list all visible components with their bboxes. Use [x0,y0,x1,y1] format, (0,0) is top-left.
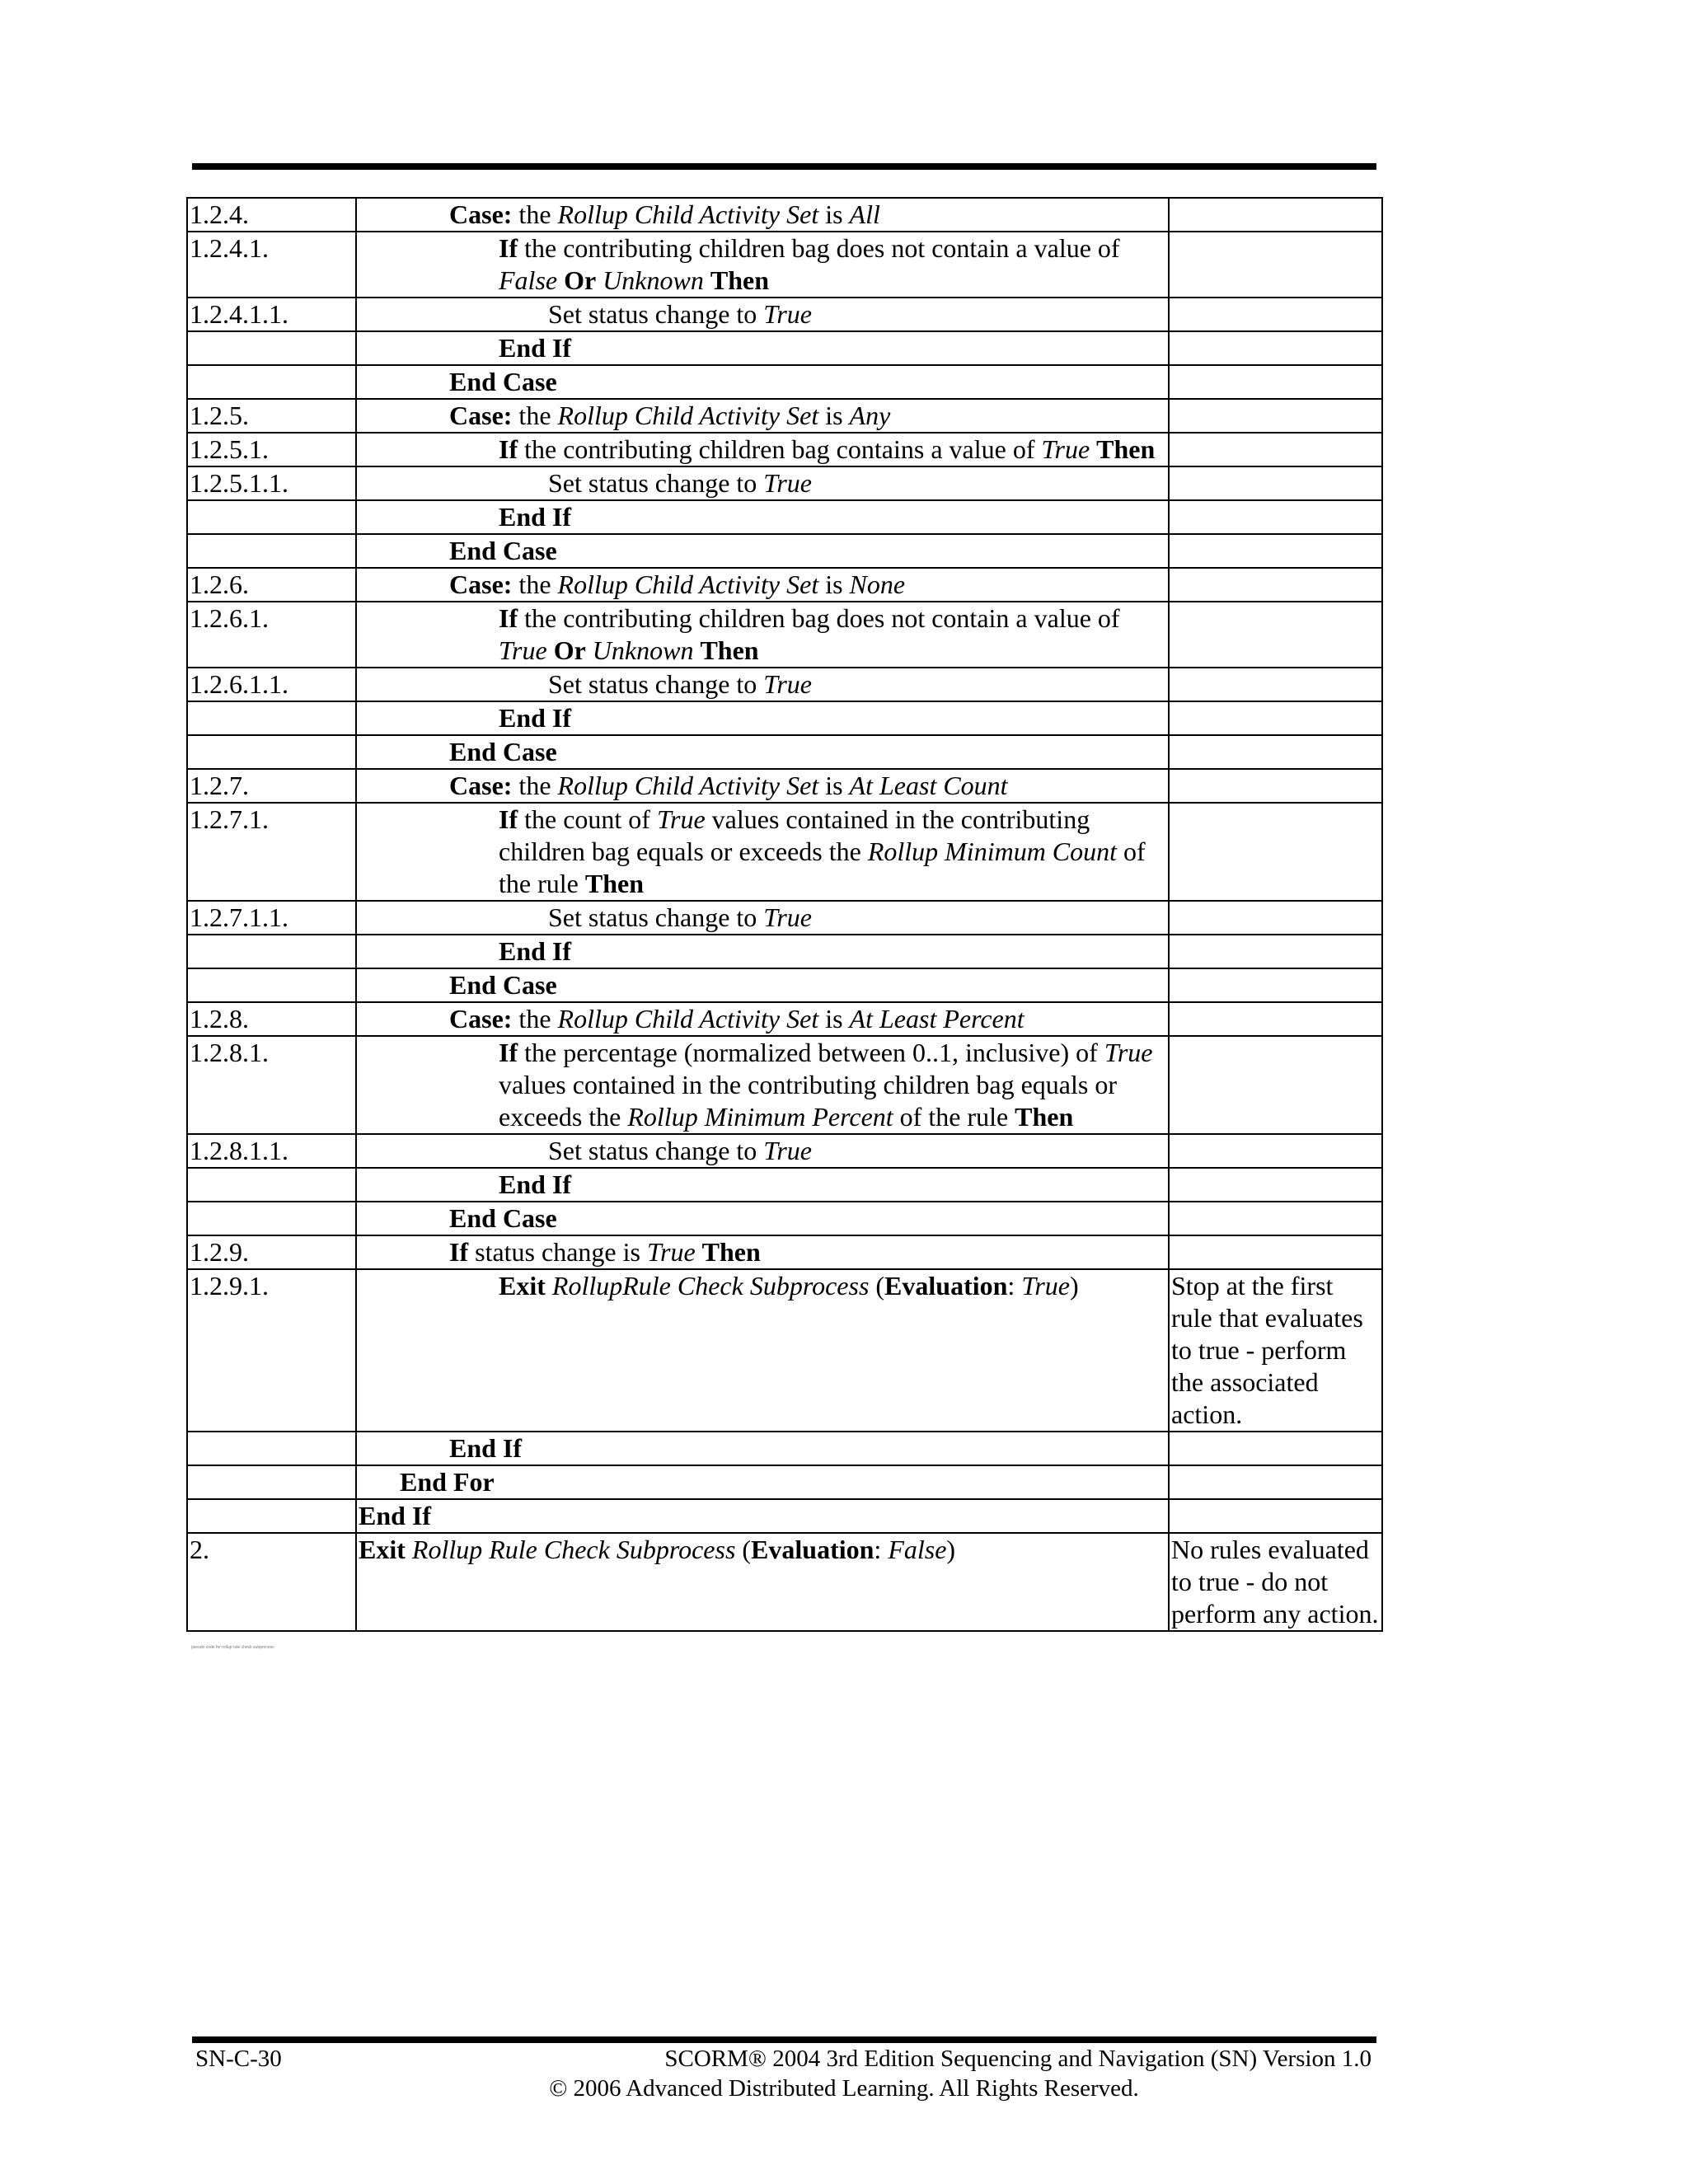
pseudo-code-line [356,1465,1169,1499]
step-note [1169,1499,1382,1533]
footer-rule [192,2036,1376,2043]
keyword: End For [400,1467,495,1497]
pseudo-code-line [356,534,1169,568]
table-row [187,198,1382,232]
table-row [187,466,1382,500]
step-number: 2. [187,1533,356,1631]
code-text [406,1535,412,1564]
pseudo-code-text [359,935,1166,968]
step-note [1169,1036,1382,1134]
term: Rollup Rule Check Subprocess [411,1535,736,1564]
table-row [187,901,1382,935]
step-number: 1.2.5. [187,399,356,433]
code-text: of the rule [893,1102,1015,1132]
pseudo-code-text [359,1500,1166,1532]
table-row [187,1269,1382,1432]
keyword: Then [710,265,769,295]
pseudo-code-line [356,1134,1169,1168]
code-text: the [512,569,558,599]
table-row [187,1134,1382,1168]
code-text: of the rule [499,837,1146,898]
step-note [1169,1002,1382,1036]
step-note [1169,534,1382,568]
keyword: Case: [449,199,513,229]
pseudo-code-line [356,568,1169,602]
term: Rollup Minimum Count [867,837,1118,866]
pseudo-code-line [356,1269,1169,1432]
table-row [187,1432,1382,1465]
code-text: is [818,569,850,599]
step-number: 1.2.4.1.1. [187,298,356,331]
step-number: 1.2.9. [187,1235,356,1269]
pseudo-code-line [356,365,1169,399]
step-note [1169,365,1382,399]
keyword: End If [499,333,572,363]
table-row [187,1168,1382,1202]
keyword: Or [553,635,586,665]
table-row [187,735,1382,769]
term: True [1041,434,1090,464]
term: True [763,1136,812,1165]
code-text: is [818,771,850,800]
pseudo-code-line [356,500,1169,534]
code-text: Set status change to [548,1136,764,1165]
term: True [763,468,812,498]
code-text: ( [869,1271,885,1301]
step-note [1169,668,1382,701]
term: Rollup Child Activity Set [557,1004,819,1033]
term: True [763,902,812,932]
keyword: Case: [449,771,513,800]
pseudo-code-text [359,1534,1166,1566]
keyword: If [499,603,518,633]
term: False [499,265,558,295]
pseudo-code-line [356,1202,1169,1235]
code-text: the percentage (normalized between 0..1, inclusive) of [518,1038,1104,1067]
step-number: 1.2.8.1.1. [187,1134,356,1168]
pseudo-code-line [356,935,1169,968]
step-number: 1.2.7.1. [187,803,356,901]
code-text [586,635,593,665]
keyword: End Case [449,536,557,565]
step-note [1169,935,1382,968]
step-note [1169,198,1382,232]
pseudo-code-text [359,770,1166,802]
table-row [187,568,1382,602]
step-note [1169,399,1382,433]
pseudo-code-text [359,434,1166,466]
term: True [499,635,547,665]
table-row [187,399,1382,433]
step-number [187,1432,356,1465]
pseudo-code-text [359,400,1166,432]
pseudo-code-line [356,901,1169,935]
keyword: Then [700,635,759,665]
keyword: End If [499,1169,572,1199]
pseudo-code-text [359,501,1166,533]
pseudo-code-text [359,902,1166,934]
table-row [187,602,1382,668]
keyword: End If [449,1433,523,1463]
pseudo-code-text [359,1270,1166,1302]
step-number: 1.2.6.1.1. [187,668,356,701]
code-text: Set status change to [548,669,764,699]
keyword: Then [701,1237,761,1267]
pseudo-code-line [356,433,1169,466]
step-note [1169,466,1382,500]
keyword: Exit [359,1535,406,1564]
step-number: 1.2.7.1.1. [187,901,356,935]
keyword: Then [1096,434,1156,464]
pseudo-code-line [356,668,1169,701]
step-note [1169,1432,1382,1465]
step-number: 1.2.5.1.1. [187,466,356,500]
pseudo-code-text [359,298,1166,330]
keyword: Then [1015,1102,1074,1132]
pseudo-code-text [359,569,1166,601]
pseudo-code-line [356,1533,1169,1631]
code-text: the [512,771,558,800]
table-row [187,232,1382,298]
keyword: Case: [449,401,513,430]
step-number [187,500,356,534]
keyword: If [499,1038,518,1067]
step-number: 1.2.8. [187,1002,356,1036]
term: False [888,1535,947,1564]
page-number: SN-C-30 [195,2046,282,2072]
step-note [1169,1134,1382,1168]
pseudo-code-line [356,1432,1169,1465]
keyword: Then [584,869,644,898]
term: Unknown [603,265,704,295]
step-number [187,1465,356,1499]
pseudo-code-line [356,331,1169,365]
pseudo-code-line [356,602,1169,668]
table-row [187,803,1382,901]
step-number [187,534,356,568]
step-note [1169,1465,1382,1499]
pseudo-code-text [359,199,1166,231]
pseudo-code-text [359,736,1166,768]
code-text [546,1271,552,1301]
table-row [187,1465,1382,1499]
step-number: 1.2.8.1. [187,1036,356,1134]
term: True [1104,1038,1153,1067]
code-text [704,265,710,295]
code-text: : [874,1535,889,1564]
table-row [187,534,1382,568]
step-note [1169,1202,1382,1235]
pseudo-code-text [359,366,1166,398]
step-note [1169,701,1382,735]
pseudo-code-text [359,1169,1166,1201]
pseudo-code-line [356,1499,1169,1533]
pseudo-code-line [356,1002,1169,1036]
pseudo-code-text [359,467,1166,499]
pseudo-code-text [359,1135,1166,1167]
pseudo-code-line [356,1036,1169,1134]
step-number [187,968,356,1002]
term: True [646,1237,696,1267]
step-note [1169,331,1382,365]
step-number [187,935,356,968]
term: At Least Percent [849,1004,1025,1033]
keyword: If [449,1237,469,1267]
pseudo-code-line [356,198,1169,232]
table-row [187,701,1382,735]
step-number [187,1499,356,1533]
step-note: Stop at the first rule that evaluates to true - perform the associated action. [1169,1269,1382,1432]
term: True [1021,1271,1070,1301]
step-note [1169,803,1382,901]
pseudo-code-line [356,466,1169,500]
step-note [1169,568,1382,602]
pseudo-code-line [356,701,1169,735]
step-note [1169,433,1382,466]
code-text [547,635,554,665]
table-row [187,968,1382,1002]
pseudo-code-text [359,602,1166,667]
code-text: Set status change to [548,468,764,498]
pseudo-code-line [356,232,1169,298]
step-number: 1.2.4. [187,198,356,232]
pseudo-code-line [356,399,1169,433]
code-text [1090,434,1096,464]
table-row [187,433,1382,466]
pseudo-code-line [356,298,1169,331]
code-text: values contained in the contributing children bag equals or exceeds the [499,804,1090,866]
table-caption: pseudo code for rollup rule check subprocess [191,1645,274,1650]
pseudo-code-table [186,197,1383,1632]
code-text: is [818,1004,850,1033]
code-text: Set status change to [548,299,764,329]
step-number [187,701,356,735]
step-note: No rules evaluated to true - do not perform any action. [1169,1533,1382,1631]
term: Rollup Child Activity Set [557,771,819,800]
pseudo-code-text [359,535,1166,567]
code-text: : [1007,1271,1022,1301]
pseudo-code-line [356,968,1169,1002]
pseudo-code-body [187,198,1382,1631]
pseudo-code-text [359,1466,1166,1498]
step-note [1169,232,1382,298]
table-row [187,1235,1382,1269]
table-row [187,365,1382,399]
keyword: Case: [449,569,513,599]
code-text: is [818,199,850,229]
pseudo-code-text [359,804,1166,900]
table-row [187,1533,1382,1631]
table-row [187,1036,1382,1134]
term: Unknown [592,635,694,665]
keyword: End If [499,703,572,733]
table-row [187,1499,1382,1533]
step-number [187,1202,356,1235]
pseudo-code-line [356,735,1169,769]
term: Rollup Child Activity Set [557,569,819,599]
term: Rollup Minimum Percent [627,1102,893,1132]
code-text: Set status change to [548,902,764,932]
keyword: If [499,434,518,464]
step-note [1169,769,1382,803]
keyword: If [499,804,518,834]
code-text: the [512,401,558,430]
step-number [187,1168,356,1202]
table-row [187,500,1382,534]
code-text: status change is [468,1237,647,1267]
pseudo-code-line [356,1235,1169,1269]
step-number [187,365,356,399]
pseudo-code-text [359,969,1166,1001]
step-note [1169,298,1382,331]
keyword: End Case [449,1203,557,1233]
table-row [187,1002,1382,1036]
step-number: 1.2.6.1. [187,602,356,668]
step-number: 1.2.9.1. [187,1269,356,1432]
keyword: End If [499,936,572,966]
pseudo-code-text [359,1236,1166,1268]
keyword: Exit [499,1271,546,1301]
code-text [696,1237,702,1267]
code-text: the contributing children bag does not contain a value of [518,233,1120,263]
pseudo-code-text [359,668,1166,701]
table-row [187,668,1382,701]
step-number [187,331,356,365]
pseudo-code-line [356,769,1169,803]
keyword: Case: [449,1004,513,1033]
copyright-notice: © 2006 Advanced Distributed Learning. All Rights Reserved. [549,2075,1139,2102]
step-note [1169,968,1382,1002]
term: True [763,669,812,699]
keyword: End Case [449,970,557,1000]
keyword: End If [499,502,572,532]
pseudo-code-text [359,1202,1166,1235]
code-text [596,265,603,295]
table-row [187,769,1382,803]
pseudo-code-line [356,1168,1169,1202]
code-text: the [512,1004,558,1033]
code-text: the contributing children bag contains a value of [518,434,1042,464]
keyword: End Case [449,367,557,396]
code-text: ( [735,1535,752,1564]
pseudo-code-text [359,332,1166,364]
code-text: ) [1070,1271,1079,1301]
document-title: SCORM® 2004 3rd Edition Sequencing and Navigation (SN) Version 1.0 [664,2046,1372,2072]
step-number: 1.2.5.1. [187,433,356,466]
step-note [1169,1235,1382,1269]
code-text: values contained in the contributing children bag equals or exceeds the [499,1070,1117,1132]
step-number: 1.2.7. [187,769,356,803]
term: RollupRule Check Subprocess [551,1271,870,1301]
keyword: End Case [449,737,557,766]
step-note [1169,602,1382,668]
pseudo-code-text [359,232,1166,297]
table-row [187,1202,1382,1235]
keyword: Or [564,265,597,295]
step-number: 1.2.4.1. [187,232,356,298]
pseudo-code-text [359,702,1166,734]
step-note [1169,500,1382,534]
keyword: Evaluation [884,1271,1008,1301]
table-row [187,935,1382,968]
step-note [1169,1168,1382,1202]
step-number: 1.2.6. [187,568,356,602]
term: Any [849,401,891,430]
step-note [1169,901,1382,935]
pseudo-code-line [356,803,1169,901]
code-text: ) [946,1535,956,1564]
term: Rollup Child Activity Set [557,401,819,430]
keyword: Evaluation [751,1535,874,1564]
keyword: If [499,233,518,263]
term: None [849,569,906,599]
pseudo-code-text [359,1037,1166,1133]
keyword: End If [359,1501,432,1530]
table-row [187,298,1382,331]
term: Rollup Child Activity Set [557,199,819,229]
step-note [1169,735,1382,769]
code-text: is [818,401,850,430]
term: At Least Count [849,771,1008,800]
code-text: the [512,199,558,229]
step-number [187,735,356,769]
header-rule [192,163,1376,170]
pseudo-code-text [359,1003,1166,1035]
table-row [187,331,1382,365]
code-text: the count of [518,804,657,834]
code-text: the contributing children bag does not contain a value of [518,603,1120,633]
term: True [763,299,812,329]
code-text [557,265,564,295]
term: True [656,804,706,834]
term: All [849,199,880,229]
pseudo-code-text [359,1432,1166,1465]
